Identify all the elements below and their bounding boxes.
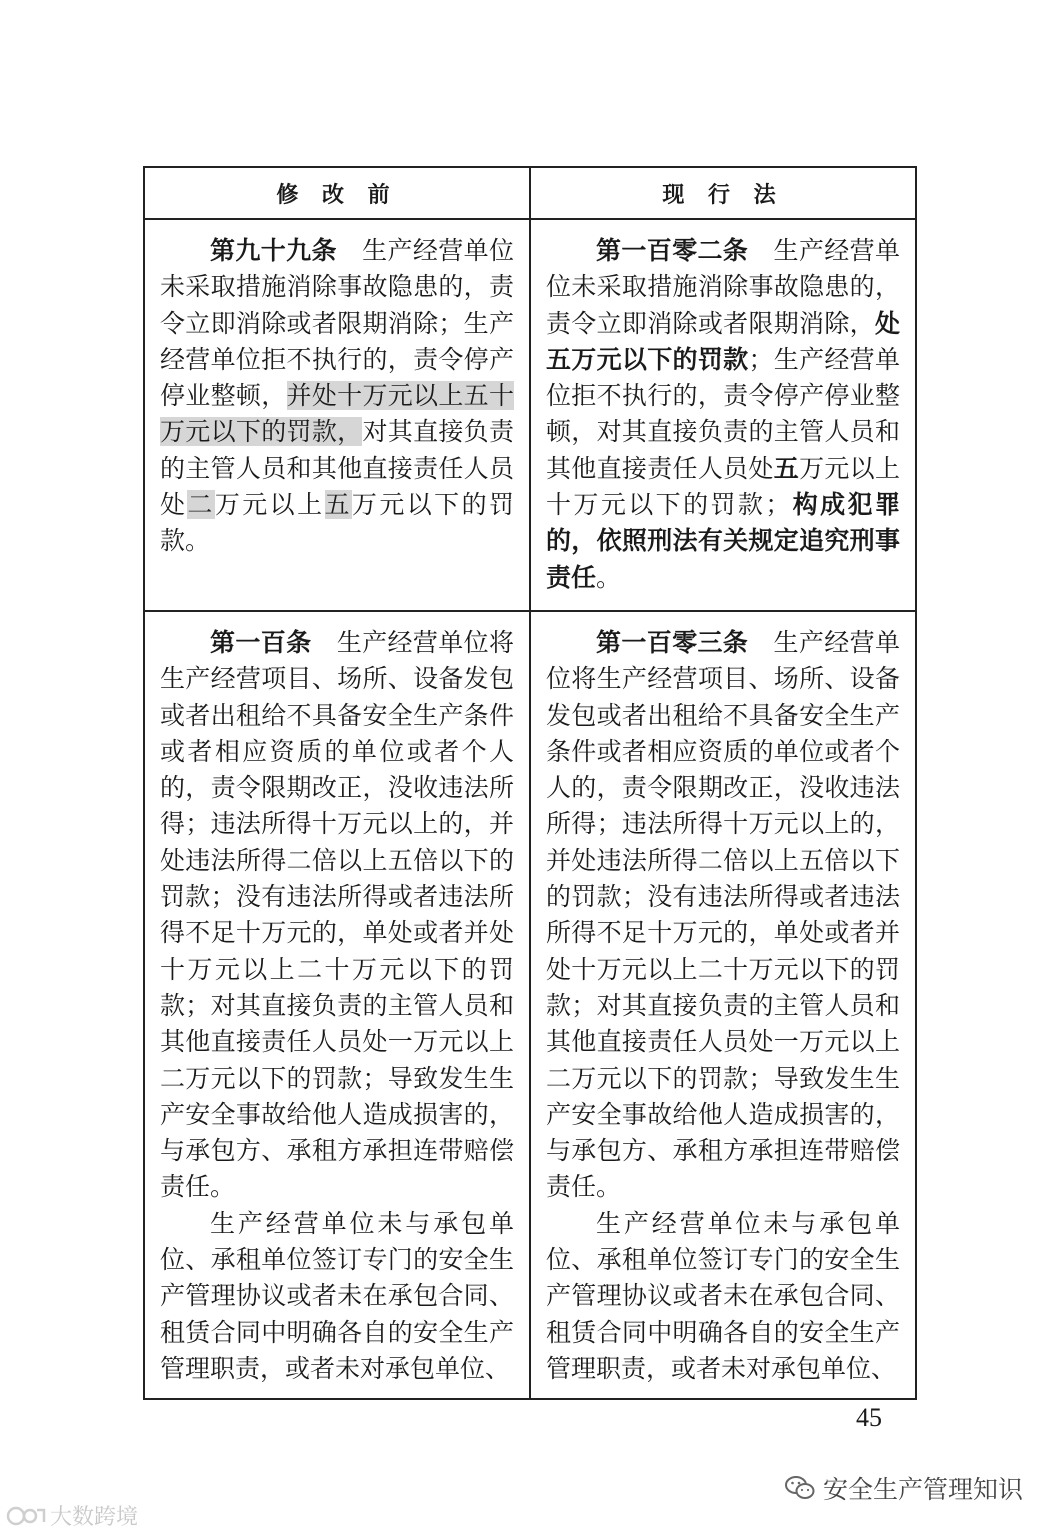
cell-before-article-99 <box>144 219 530 611</box>
page-number: 45 <box>856 1403 882 1432</box>
highlighted-text: 并处十万元以上五十万元以下的罚款， <box>160 381 514 447</box>
wechat-icon <box>785 1475 815 1501</box>
bold-text: 五 <box>773 453 800 483</box>
bold-text: 构成犯罪的，依照刑法有关规定追究刑事责任 <box>546 490 900 592</box>
text-segment: ；生产经营单位拒不执行的，责令停产停业整顿，对其直接负责的主管人员和其他直接责任人员处 <box>546 344 900 483</box>
table-header-row <box>144 167 916 219</box>
text-segment: 。 <box>596 562 622 592</box>
cell-before-article-100 <box>144 611 530 1399</box>
table-row <box>144 611 916 1399</box>
text-segment: 对其直接负责的主管人员和其他直接责任人员处 <box>160 417 514 520</box>
watermark-right <box>785 1470 1023 1506</box>
highlighted-text: 二 <box>187 490 215 520</box>
article-number: 第九十九条 <box>210 236 337 265</box>
watermark-left <box>6 1500 138 1531</box>
text-segment: 生产经营单位未采取措施消除事故隐患的，责令立即消除或者限期消除；生产经营单位拒不执行的，责令停产停业整顿， <box>160 236 514 411</box>
text-segment: 生产经营单位将生产经营项目、场所、设备发包或者出租给不具备安全生产条件或者相应资质的单位或者个人的，责令限期改正，没收违法所得；违法所得十万元以上的，并处违法所得二倍以上五倍以下的罚款；没有违法所得或者违法所得不足十万元的，单处或者并处十万元以上二十万元以下的罚款；对其直接负责的主管人员和其他直接责任人员处一万元以上二万元以下的罚款；导致发生生产安全事故给他人造成损害的，与承包方、承租方承担连带赔偿责任。 <box>160 628 514 1202</box>
cell-current-article-103 <box>530 611 916 1399</box>
text-segment: 生产经营单位未采取措施消除事故隐患的，责令立即消除或者限期消除， <box>546 236 900 338</box>
text-segment: 万元以上 <box>214 490 325 520</box>
paragraph: 生产经营单位未与承包单位、承租单位签订专门的安全生产管理协议或者未在承包合同、租赁合同中明确各自的安全生产管理职责，或者未对承包单位、 <box>546 1208 900 1383</box>
article-number: 第一百零二条 <box>596 236 749 265</box>
cell-current-article-102 <box>530 219 916 611</box>
article-number: 第一百零三条 <box>596 628 749 657</box>
comparison-table <box>143 166 917 1400</box>
watermark-text: 安全生产管理知识 <box>822 1475 1023 1504</box>
bold-text: 处五万元以下的罚款 <box>546 308 900 374</box>
paragraph <box>546 233 900 596</box>
text-segment: 万元以上十万元以下的罚款； <box>546 453 900 520</box>
paragraph <box>546 625 900 1206</box>
paragraph: 生产经营单位未与承包单位、承租单位签订专门的安全生产管理协议或者未在承包合同、租赁合同中明确各自的安全生产管理职责，或者未对承包单位、 <box>160 1208 514 1383</box>
watermark-text: 大数跨境 <box>50 1505 139 1530</box>
header-current: 现 行 法 <box>530 167 916 219</box>
highlighted-text: 五 <box>324 490 352 520</box>
header-before: 修 改 前 <box>144 167 530 219</box>
brand-logo-icon <box>6 1505 46 1527</box>
text-segment: 生产经营单位将生产经营项目、场所、设备发包或者出租给不具备安全生产条件或者相应资质的单位或者个人的，责令限期改正，没收违法所得；违法所得十万元以上的，并处违法所得二倍以上五倍以下的罚款；没有违法所得或者违法所得不足十万元的，单处或者并处十万元以上二十万元以下的罚款；对其直接负责的主管人员和其他直接责任人员处一万元以上二万元以下的罚款；导致发生生产安全事故给他人造成损害的，与承包方、承租方承担连带赔偿责任。 <box>546 628 900 1202</box>
table-row <box>144 219 916 611</box>
paragraph <box>160 233 514 560</box>
article-number: 第一百条 <box>210 628 312 657</box>
paragraph <box>160 625 514 1206</box>
text-segment: 万元以下的罚款。 <box>160 490 514 556</box>
